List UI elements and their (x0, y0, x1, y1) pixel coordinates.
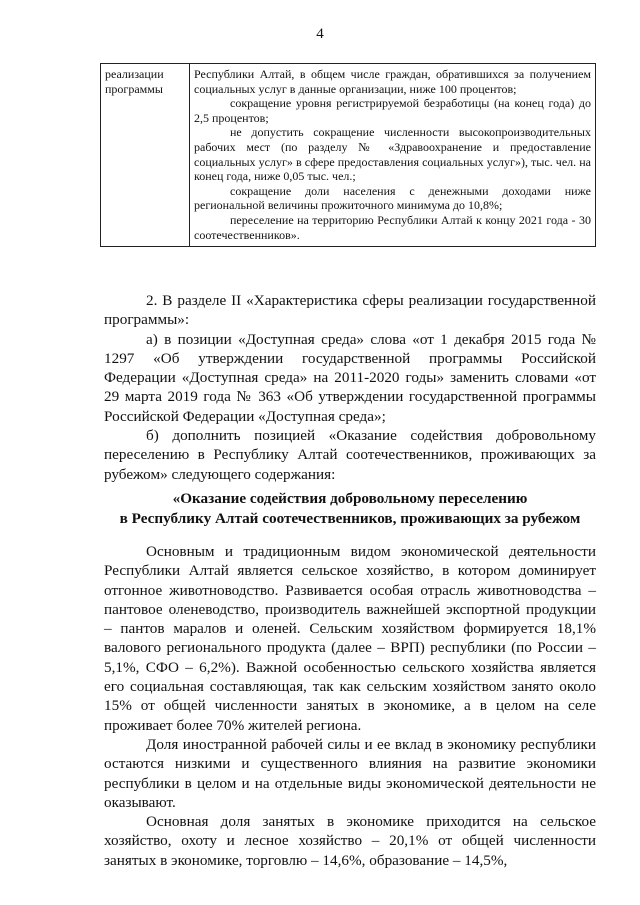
section-paragraph: Основная доля занятых в экономике приходится на сельское хозяйство, охоту и лесное хозяйство – 20,1% от общей численности занятых в экономике, торговлю – 14,6%, образование – 14,5%, (104, 813, 596, 869)
page-number: 4 (316, 26, 324, 42)
table-paragraph: не допустить сокращение численности высокопроизводительных рабочих мест (по разделу № «Здравоохранение и предоставление социальных услуг» в сфере предоставления социальных услуг»), тыс. чел. на конец года, ниже 0,05 тыс. чел.; (194, 125, 591, 184)
amendment-paragraph: а) в позиции «Доступная среда» слова «от 1 декабря 2015 года № 1297 «Об утверждении государственной программы Российской Федерации «Доступная среда» на 2011-2020 годы» заменить словами «от 29 марта 2019 года № 363 «Об утверждении государственной программы Российской Федерации «Доступная среда»; (104, 330, 596, 425)
amendment-paragraph: б) дополнить позицией «Оказание содействия добровольному переселению в Республику Алтай соотечественников, проживающих за рубежом» следующего содержания: (104, 427, 596, 483)
program-table-fragment (100, 63, 596, 247)
section-paragraph: Основным и традиционным видом экономической деятельности Республики Алтай является сельское хозяйство, в котором доминирует отгонное животноводство. Развивается особая отрасль животноводства – пантовое оленеводство, производитель важнейшей экспортной продукции – пантов маралов и оленей. Сельским хозяйством формируется 18,1% валового регионального продукта (далее – ВРП) республики (по России – 5,1%, СФО – 6,2%). Важной особенностью сельского хозяйства является его социальная составляющая, так как сельским хозяйством занято около 15% от общей численности занятых в экономике, а в целом на селе проживает более 70% жителей региона. (104, 543, 596, 734)
table-label-cell: реализации программы (101, 64, 190, 247)
section-heading-line: в Республику Алтай соотечественников, проживающих за рубежом (119, 509, 581, 527)
table-content-cell (190, 64, 596, 247)
section-body (104, 542, 596, 870)
amendments-block (104, 291, 596, 484)
table-paragraph: сокращение уровня регистрируемой безработицы (на конец года) до 2,5 процентов; (194, 96, 591, 125)
table-paragraph: сокращение доли населения с денежными доходами ниже региональной величины прожиточного минимума до 10,8%; (194, 183, 591, 213)
section-paragraph: Доля иностранной рабочей силы и ее вклад в экономику республики остаются низкими и существенного влияния на развитие экономики республики в целом и на отдельные виды экономической деятельности не оказывают. (104, 735, 596, 811)
section-heading-line: «Оказание содействия добровольному переселению (172, 490, 528, 507)
amendment-paragraph: 2. В разделе II «Характеристика сферы реализации государственной программы»: (104, 292, 596, 329)
table-paragraph: Республики Алтай, в общем числе граждан, обратившихся за получением социальных услуг в данные организации, ниже 100 процентов; (194, 67, 591, 96)
section-heading (100, 489, 600, 528)
table-row (101, 64, 596, 247)
table-paragraph: переселение на территорию Республики Алтай к концу 2021 года - 30 соотечественников». (194, 212, 591, 242)
